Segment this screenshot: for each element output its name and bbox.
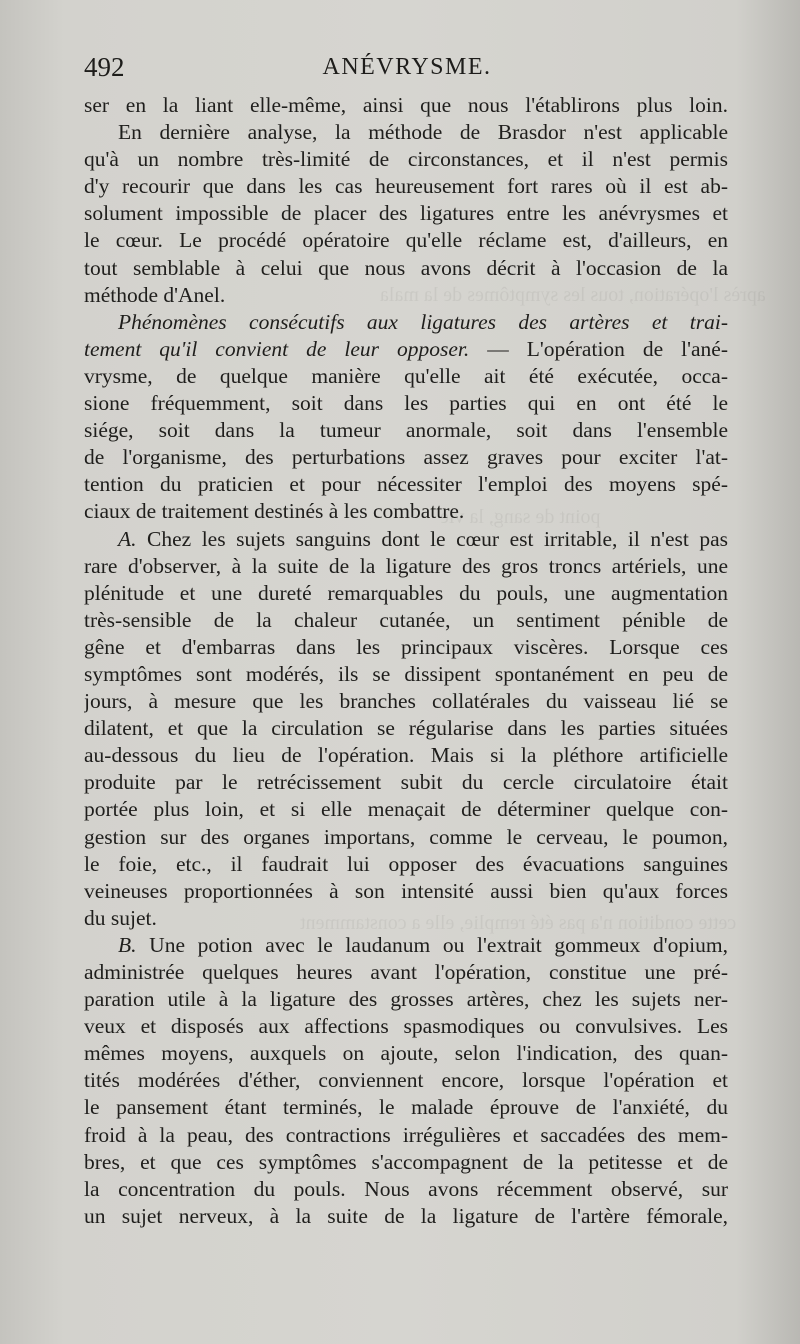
text-line: administrée quelques heures avant l'opération, constitue une pré- [84,960,728,984]
text-line: du sujet. [84,905,157,930]
page-header [84,52,730,88]
section-heading-line [84,336,728,363]
text-line: mêmes moyens, auxquels on ajoute, selon l'indication, des quan- [84,1041,728,1066]
text-line: dilatent, et que la circulation se régularise dans les parties situées [84,716,728,741]
paragraph-marker-b: B. [118,932,137,957]
text-line: veux et disposés aux affections spasmodiques ou convulsives. Les [84,1014,728,1039]
text-line: En dernière analyse, la méthode de Brasdor n'est applicable [118,120,728,145]
text-line: le pansement étant terminés, le malade éprouve de l'anxiété, du [84,1095,728,1120]
paragraph-marker-a: A. [118,526,137,551]
text-line: très-sensible de la chaleur cutanée, un sentiment pénible de [84,607,728,632]
page-number: 492 [84,52,125,82]
text-line: veineuses proportionnées à son intensité aussi bien qu'aux forces [84,878,728,903]
text-line: siége, soit dans la tumeur anormale, soit dans l'ensemble [84,418,728,443]
text-line: bres, et que ces symptômes s'accompagnent de la petitesse et de [84,1149,728,1174]
text-line: qu'à un nombre très-limité de circonstances, et il n'est permis [84,147,728,172]
text-run: — L'opération de l'ané- [487,336,728,361]
show-through-text: cette condition n'a pas été remplie, elle a constamment [300,912,737,934]
text-line: tout semblable à celui que nous avons décrit à l'occasion de la [84,255,728,280]
text-line: portée plus loin, et si elle menaçait de déterminer quelque con- [84,797,728,822]
text-line: rare d'observer, à la suite de la ligature des gros troncs artériels, une [84,553,728,578]
text-line: produite par le retrécissement subit du cercle circulatoire était [84,770,728,795]
show-through-text: point de sang, la vie [440,506,601,528]
show-through-text: après l'opération, tous les symptômes de la mala [380,284,766,306]
running-title: ANÉVRYSME. [322,54,492,80]
text-line: un sujet nerveux, à la suite de la ligature de l'artère fémorale, [84,1203,728,1228]
text-line: ser en la liant elle-même, ainsi que nous l'établirons plus loin. [84,93,728,117]
body-text [84,92,728,1230]
text-line: solument impossible de placer des ligatures entre les anévrysmes et [84,201,728,226]
text-line: gêne et d'embarras dans les principaux viscères. Lorsque ces [84,634,728,659]
text-line: jours, à mesure que les branches collatérales du vaisseau lié se [84,689,728,714]
paragraph-a-first-line [84,526,728,553]
text-run: Une potion avec le laudanum ou l'extrait gommeux d'opium, [149,932,728,957]
text-run: Chez les sujets sanguins dont le cœur est irritable, il n'est pas [147,526,728,551]
text-line: d'y recourir que dans les cas heureusement fort rares où il est ab- [84,174,728,199]
text-line: sione fréquemment, soit dans les parties qui en ont été le [84,391,728,416]
text-line: vrysme, de quelque manière qu'elle ait été exécutée, occa- [84,363,728,388]
text-line: paration utile à la ligature des grosses artères, chez les sujets ner- [84,987,728,1012]
text-line: symptômes sont modérés, ils se dissipent spontanément en peu de [84,661,728,686]
text-line: plénitude et une dureté remarquables du pouls, une augmentation [84,580,728,605]
section-heading: Phénomènes consécutifs aux ligatures des artères et trai- [118,309,728,334]
text-line: ciaux de traitement destinés à les combattre. [84,499,465,524]
text-line: le foie, etc., il faudrait lui opposer des évacuations sanguines [84,851,728,876]
text-line: de l'organisme, des perturbations assez graves pour exciter l'at- [84,445,728,470]
text-line: tités modérées d'éther, conviennent encore, lorsque l'opération et [84,1068,728,1093]
text-line: la concentration du pouls. Nous avons récemment observé, sur [84,1176,728,1201]
text-line: le cœur. Le procédé opératoire qu'elle réclame est, d'ailleurs, en [84,228,728,253]
text-line: gestion sur des organes importans, comme le cerveau, le poumon, [84,824,728,849]
heading-continuation: tement qu'il convient de leur opposer. [84,336,470,361]
paragraph-b-first-line [84,932,728,959]
text-line: méthode d'Anel. [84,282,226,307]
text-line: au-dessous du lieu de l'opération. Mais si la pléthore artificielle [84,743,728,768]
text-line: froid à la peau, des contractions irrégulières et saccadées des mem- [84,1122,728,1147]
text-line: tention du praticien et pour nécessiter l'emploi des moyens spé- [84,472,728,497]
